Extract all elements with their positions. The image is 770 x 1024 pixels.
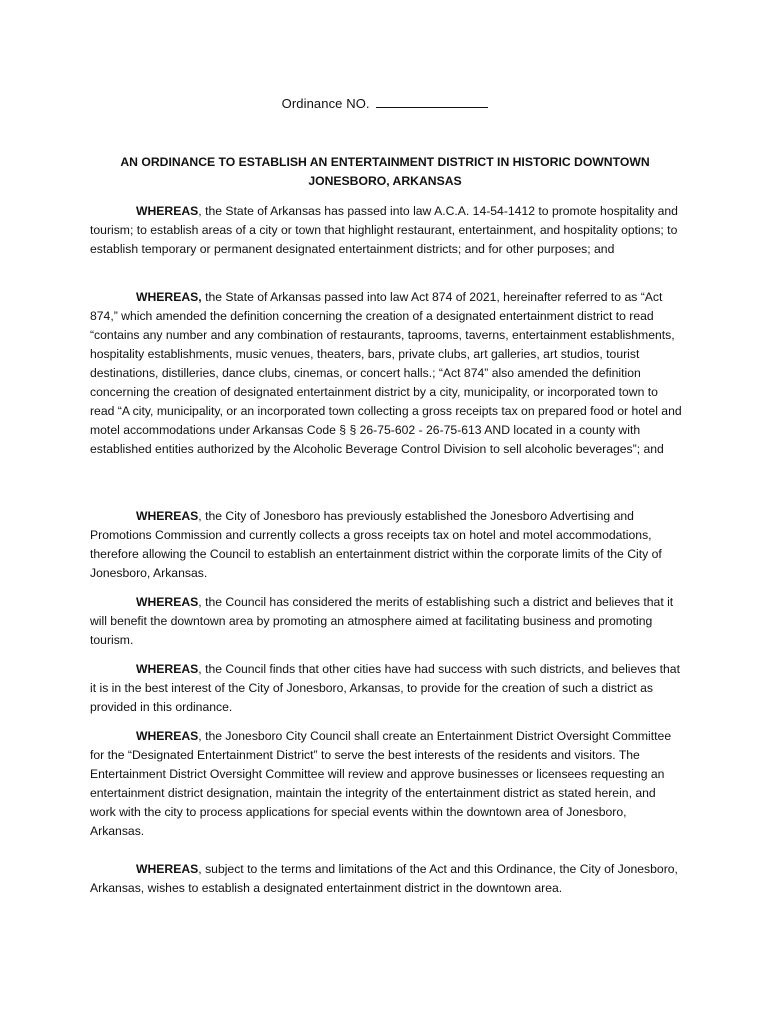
whereas-text: , the State of Arkansas has passed into law A.C.A. 14-54-1412 to promote hospitality and tourism; to establish areas of a city or town that highlight restaurant, entertainment, and hospitality options; to establish temporary or permanent designated entertainment districts; and for other purposes; and <box>90 204 678 256</box>
whereas-clause-2 <box>90 288 682 459</box>
whereas-text: , the Council finds that other cities have had success with such districts, and believes that it is in the best interest of the City of Jonesboro, Arkansas, to provide for the creation of such a district as provided in this ordinance. <box>90 662 680 714</box>
whereas-text: , the City of Jonesboro has previously established the Jonesboro Advertising and Promotions Commission and currently collects a gross receipts tax on hotel and motel accommodations, therefore allowing the Council to establish an entertainment district within the corporate limits of the City of Jonesboro, Arkansas. <box>90 509 662 580</box>
whereas-text: , subject to the terms and limitations of the Act and this Ordinance, the City of Jonesboro, Arkansas, wishes to establish a designated entertainment district in the downtown area. <box>90 862 678 895</box>
whereas-clause-1 <box>90 202 682 259</box>
whereas-lead: WHEREAS <box>136 662 199 676</box>
whereas-lead: WHEREAS, <box>136 290 202 304</box>
whereas-text: the State of Arkansas passed into law Act 874 of 2021, hereinafter referred to as “Act 874,” which amended the definition concerning the creation of a designated entertainment district to read “contains any number and any combination of restaurants, taprooms, taverns, entertainment establishments, hospitality establishments, music venues, theaters, bars, private clubs, art galleries, art studios, tourist destinations, distilleries, dance clubs, cinemas, or concert halls.; “Act 874” also amended the definition concerning the creation of designated entertainment district by a city, municipality, or incorporated town to read “A city, municipality, or an incorporated town collecting a gross receipts tax on prepared food or hotel and motel accommodations under Arkansas Code § § 26-75-602 - 26-75-613 AND located in a county with established entities authorized by the Alcoholic Beverage Control Division to sell alcoholic beverages”; and <box>90 290 682 456</box>
whereas-lead: WHEREAS <box>136 509 199 523</box>
whereas-lead: WHEREAS <box>136 595 199 609</box>
whereas-lead: WHEREAS <box>136 862 199 876</box>
whereas-clause-7 <box>90 860 682 898</box>
ordinance-number-line <box>0 94 770 113</box>
whereas-text: , the Jonesboro City Council shall create an Entertainment District Oversight Committee for the “Designated Entertainment District” to serve the best interests of the residents and visitors. The Entertainment District Oversight Committee will review and approve businesses or licensees requesting an entertainment district designation, maintain the integrity of the entertainment district as stated herein, and work with the city to process applications for special events within the downtown area of Jonesboro, Arkansas. <box>90 729 672 838</box>
whereas-clause-6 <box>90 727 682 841</box>
whereas-lead: WHEREAS <box>136 204 199 218</box>
whereas-text: , the Council has considered the merits of establishing such a district and believes that it will benefit the downtown area by promoting an atmosphere aimed at facilitating business and promoting tourism. <box>90 595 674 647</box>
ordinance-number-blank <box>376 95 488 108</box>
whereas-clause-3 <box>90 507 682 583</box>
whereas-lead: WHEREAS <box>136 729 199 743</box>
ordinance-number-label: Ordinance NO. <box>281 96 370 111</box>
whereas-clause-5 <box>90 660 682 717</box>
ordinance-title: AN ORDINANCE TO ESTABLISH AN ENTERTAINMENT DISTRICT IN HISTORIC DOWNTOWN JONESBORO, ARKANSAS <box>120 155 650 188</box>
whereas-clause-4 <box>90 593 682 650</box>
